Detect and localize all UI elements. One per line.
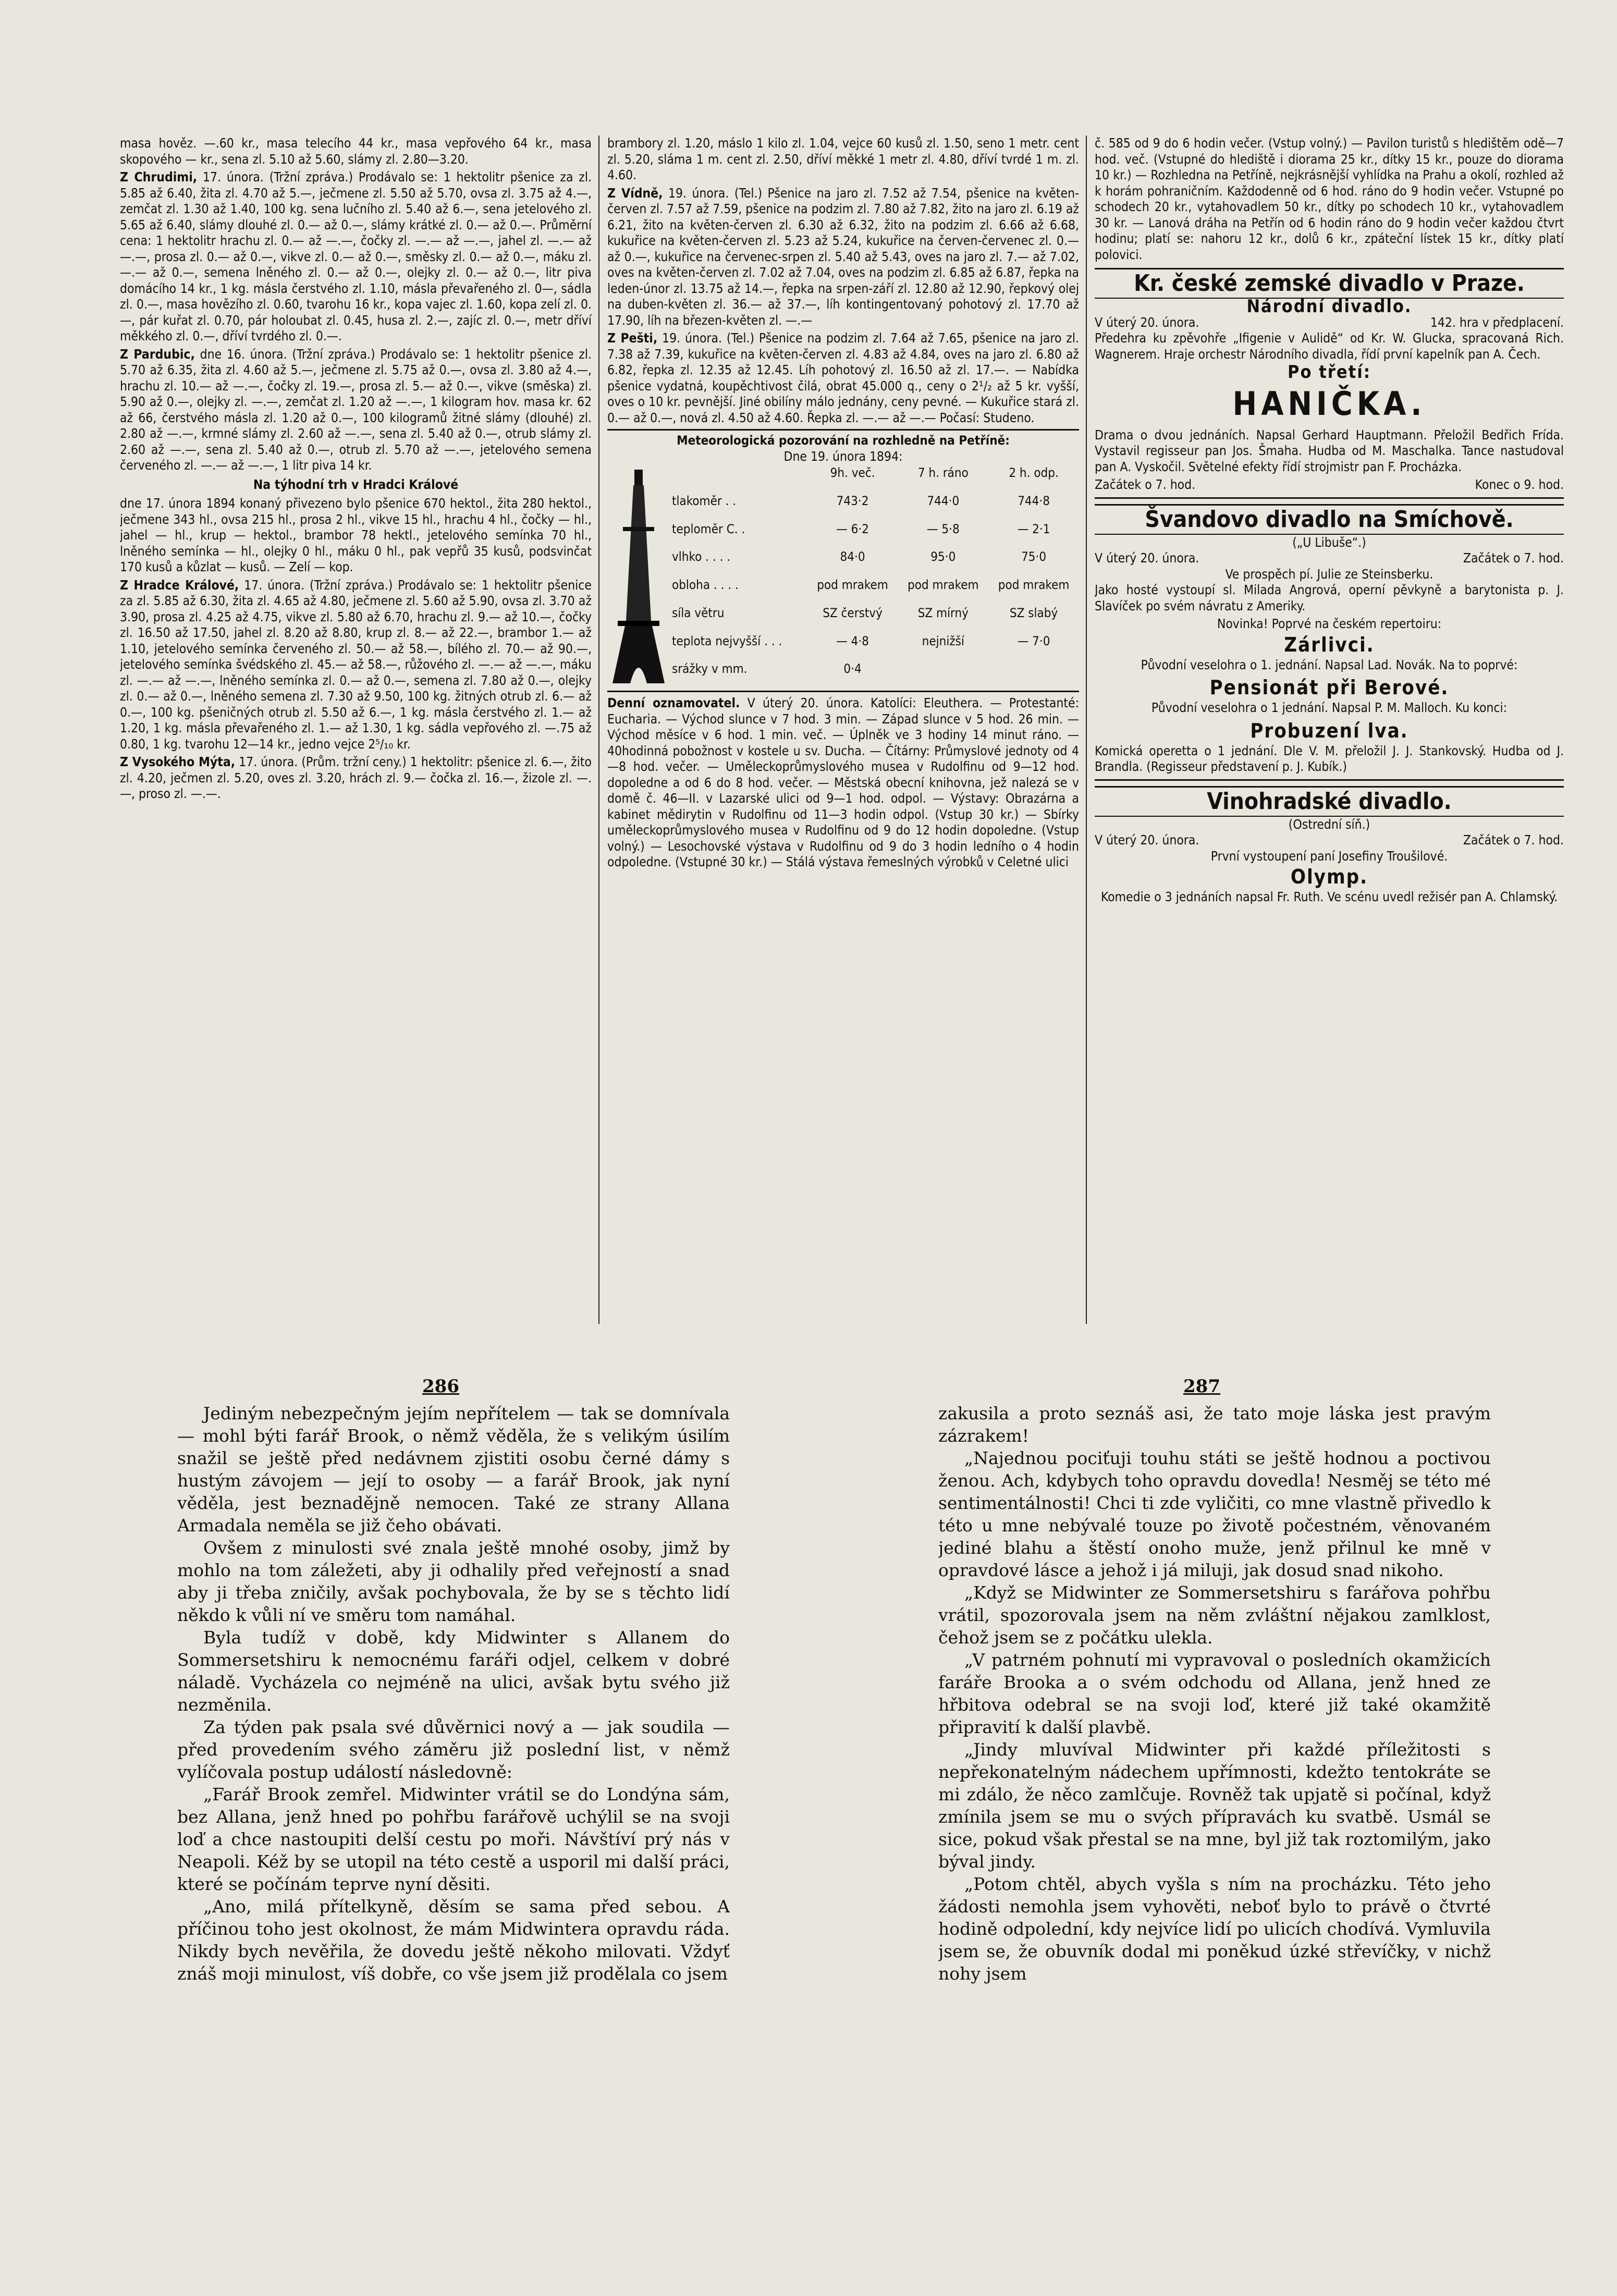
weather-row: srážky v mm. 0·4 bbox=[672, 661, 862, 677]
theatre-heading: Kr. české zemské divadlo v Praze. bbox=[1095, 268, 1564, 299]
column-1 bbox=[120, 136, 592, 1324]
market-entry: Z Pardubic, dne 16. února. (Tržní zpráva.) Prodávalo se: 1 hektolitr pšenice zl. 5.70 až 6.35, žita zl. 4.60 až 5.—, ječmene zl. 5.75 až 0.—, ovsa zl. 3.80 až 4.—, hrachu zl. 10.— až —.—, čočky zl. 19.—, prosa zl. 5.— až 0.—, vikve (směska) zl. 5.90 až 0.—, olejky zl. —.—, zemčat zl. 1.20 až —.—, 1 kilogram hov. masa kr. 62 až 66, čerstvého másla zl. 1.20 až 0.—, 100 kilogramů žitné slámy (dlouhé) zl. 2.80 až —.—, krmné slámy zl. 2.60 až —.—, sena zl. 5.40 až 0.—, otrub slámy zl. 2.60 až —.—, sena zl. 5.40 až 0.—, otrub zl. 5.70 až —.—, jetelového semena červeného zl. —.— až —.—, 1 litr piva 14 kr. bbox=[120, 346, 592, 473]
market-subheading: Na týhodní trh v Hradci Králové bbox=[253, 476, 459, 492]
weather-title: Meteorologická pozorování na rozhledně na Petříně: bbox=[677, 433, 1010, 448]
weather-report bbox=[607, 429, 1079, 692]
column-divider bbox=[1086, 136, 1087, 1324]
market-entry: brambory zl. 1.20, máslo 1 kilo zl. 1.04, vejce 60 kusů zl. 1.50, seno 1 metr. cent zl. 5.20, sláma 1 m. cent zl. 2.50, dříví měkké 1 metr zl. 4.80, dříví tvrdé 1 m. zl. 4.60. bbox=[607, 136, 1079, 182]
market-entry: masa hověz. —.60 kr., masa telecího 44 kr., masa vepřového 64 kr., masa skopového — kr., sena zl. 5.10 až 5.60, slámy zl. 2.80—3.20. bbox=[120, 136, 592, 167]
theatre-play-title: Probuzení lva. bbox=[1250, 719, 1408, 742]
theatre-benefit: Ve prospěch pí. Julie ze Steinsberku. bbox=[1225, 566, 1434, 582]
theatre-prelude: Předehra ku zpěvohře „Ifigenie v Aulidě“ od Kr. W. Glucka, spracovaná Rich. Wagnerem. Hraje orchestr Národního divadla, řídí první kapelník pan A. Čech. bbox=[1095, 330, 1564, 362]
theatre-debut: První vystoupení paní Josefiny Troušilové. bbox=[1210, 848, 1448, 864]
weather-row: tlakoměr . . 743·2 744·0 744·8 bbox=[672, 493, 1050, 508]
market-entry: dne 17. února 1894 konaný přivezeno bylo pšenice 670 hektol., žita 280 hektol., ječmene 343 hl., ovsa 215 hl., prosa 2 hl., vikve 15 hl., hrachu 4 hl., čočky — hl., jahel — hl., krup — hektol., brambor 78 hektl., jetelového semínka 70 hl., lněného semínka — hl., olejky 0 hl., máku 0 hl., pak vepřů 35 kusů, podsvinčat 170 kusů a kůzlat — kusů. — Zelí — kop. bbox=[120, 496, 592, 574]
novel-page-right bbox=[938, 1402, 1491, 2215]
page-number-right: 287 bbox=[1183, 1376, 1220, 1397]
theatre-subheading: Národní divadlo. bbox=[1246, 296, 1412, 317]
column-2 bbox=[607, 136, 1079, 1324]
weather-col-header: 7 h. ráno bbox=[917, 465, 969, 480]
theatre-guests: Jako hosté vystoupí sl. Milada Angrová, operní pěvkyně a barytonista p. J. Slavíček po svém návratu z Ameriky. bbox=[1095, 582, 1564, 613]
novel-paragraph: „Jindy mluvíval Midwinter při každé příležitosti s nepřekonatelným nádechem upřímnosti, kdežto tentokráte se mi zdálo, že něco zamlčuje. Rovněž tak upjatě si počínal, když zmínila jsem se mu o svých přípravách ku svatbě. Usmál se sice, pokud však přestal se na mne, byl již tak roztomilým, jako býval jindy. bbox=[938, 1739, 1491, 1872]
novel-paragraph: „Ano, milá přítelkyně, děsím se sama před sebou. A příčinou toho jest okolnost, že mám Midwintera opravdu ráda. Nikdy bych nevěřila, že dovedu ještě někoho milovati. Vždyť znáš moji minulost, víš dobře, co vše jsem již prodělala co jsem bbox=[177, 1896, 730, 1984]
novel-paragraph: „Farář Brook zemřel. Midwinter vrátil se do Londýna sám, bez Allana, jenž hned po pohřbu farářově uchýlil se na svoji loď a chce nastoupiti delší cestu po moři. Návštíví prý nás v Neapoli. Kéž by se utopil na této cestě a usporil mi další práci, které se počínám teprve nyní děsiti. bbox=[177, 1784, 730, 1894]
petrin-tower-illustration bbox=[607, 464, 670, 689]
theatre-play-title: HANIČKA. bbox=[1232, 384, 1426, 423]
theatre-play-desc: Původní veselohra o 1 jednání. Napsal P. M. Malloch. Ku konci: bbox=[1151, 700, 1508, 715]
theatre-then: Po třetí: bbox=[1288, 362, 1371, 383]
weather-date: Dne 19. února 1894: bbox=[783, 448, 903, 464]
market-entry: Z Vídně, 19. února. (Tel.) Pšenice na jaro zl. 7.52 až 7.54, pšenice na květen-červen zl. 7.57 až 7.59, pšenice na podzim zl. 7.80 až 7.82, žito na jaro zl. 6.19 až 6.21, žito na květen-červen zl. 6.30 až 6.32, žito na podzim zl. 6.66 až 6.68, kukuřice na květen-červen zl. 5.23 až 5.24, kukuřice na červen-červenec zl. 0.— až 0.—, kukuřice na červenec-srpen zl. 5.40 až 5.43, oves na jaro zl. 7.— až 7.02, oves na květen-červen zl. 7.02 až 7.04, oves na podzim zl. 6.85 až 6.87, řepka na leden-únor zl. 13.75 až 14.—, řepka na srpen-září zl. 12.80 až 12.90, řepkový olej na duben-květen zl. 36.— až 37.—, líh kontingentovaný pohotový zl. 17.70 až 17.90, líh na březen-květen zl. —.— bbox=[607, 185, 1079, 328]
weather-row: obloha . . . . pod mrakem pod mrakem pod mrakem bbox=[672, 578, 1070, 592]
theatre-heading: Švandovo divadlo na Smíchově. bbox=[1095, 504, 1564, 535]
theatre-play-title: Zárlivci. bbox=[1284, 633, 1375, 656]
novel-paragraph: „Když se Midwinter ze Sommersetshiru s farářova pohřbu vrátil, spozorovala jsem na něm zvláštní nějakou zamlklost, čehož jsem se z počátku ulekla. bbox=[938, 1582, 1491, 1648]
market-entry: Z Pešti, 19. února. (Tel.) Pšenice na podzim zl. 7.64 až 7.65, pšenice na jaro zl. 7.38 až 7.39, kukuřice na květen-červen zl. 4.83 až 4.84, oves na jaro zl. 6.80 až 6.82, řepka zl. 12.35 až 12.45. Líh pohotový zl. 16.50 až zl. 17.—. — Nabídka pšenice vydatná, koupěchtivost čilá, obrat 45.000 q., ceny o 2¹/₂ až 5 kr. vyšší, oves o 10 kr. pevnější. Jiné obilíny málo jednány, ceny pevné. — Kukuřice stará zl. 0.— až 0.—, nová zl. 4.50 až 4.60. Řepka zl. —.— až —.— Počasí: Studeno. bbox=[607, 330, 1079, 425]
market-entry: Z Chrudimi, 17. února. (Tržní zpráva.) Prodávalo se: 1 hektolitr pšenice za zl. 5.85 až 6.40, žita zl. 4.70 až 5.—, ječmene zl. 5.50 až 5.70, ovsa zl. 3.75 až 4.—, zemčat zl. 1.30 až 1.40, 100 kg. sena lučního zl. 5.40 až 6.—, sena jetelového zl. 5.65 až 6.40, slámy dlouhé zl. 0.— až 0.—, slámy krátké zl. 0.— až 0.—. Průměrní cena: 1 hektolitr hrachu zl. 0.— až —.—, čočky zl. —.— až —.—, jahel zl. —.— až —.—, prosa zl. 0.— až 0.—, vikve zl. 0.— až 0.—, směsky zl. 0.— až 0.—, máku zl. —.— až 0.—, semena lněného zl. 0.— až 0.—, olejky zl. 0.— až 0.—, litr piva domácího 14 kr., 1 kg. másla čerstvého zl. 1.10, másla převařeného zl. 0—, sádla zl. 0.—, masa hovězího zl. 0.60, tvarohu 16 kr., kopa vajec zl. 1.60, kopa zelí zl. 0.—, pár kuřat zl. 0.70, pár holoubat zl. 0.45, husa zl. 2.—, zajíc zl. 0.—, metr dříví měkkého zl. 0.—, dříví tvrdého zl. 0.—. bbox=[120, 169, 592, 343]
market-entry: Z Vysokého Mýta, 17. února. (Prům. tržní ceny.) 1 hektolitr: pšenice zl. 6.—, žito zl. 4.20, ječmen zl. 5.20, oves zl. 3.20, hrách zl. 9.— čočka zl. 16.—, žizole zl. —.—, proso zl. —.—. bbox=[120, 754, 592, 801]
weather-row: vlhko . . . . 84·0 95·0 75·0 bbox=[672, 549, 1047, 564]
novel-paragraph: Za týden pak psala své důvěrnici nový a — jak soudila — před provedením svého záměru již poslední list, v němž vylíčovala postup událostí následovně: bbox=[177, 1717, 730, 1782]
theatre-subheading: (Ostrední síň.) bbox=[1288, 816, 1370, 832]
theatre-play-desc: Komedie o 3 jednáních napsal Fr. Ruth. Ve scénu uvedl režisér pan A. Chlamský. bbox=[1100, 889, 1558, 904]
novel-paragraph: „Najednou pociťuji touhu státi se ještě hodnou a poctivou ženou. Ach, kdybych toho opravdu dovedla! Nesměj se této mé sentimentálnosti! Chci ti zde vyličiti, co mne vlastně přivedlo k této u mne nebývalé touze po životě počestném, věnovaném jediné blahu a štěstí onoho muže, jenž přilnul ke mně v opravdové lásce a jehož i já miluji, jak dosud snad nikoho. bbox=[938, 1448, 1491, 1580]
theatre-play-desc: Drama o dvou jednáních. Napsal Gerhard Hauptmann. Přeložil Bedřich Frída. Vystavil regisseur pan Jos. Šmaha. Hudba od M. Maschalka. Tance nastudoval pan A. Vyskočil. Světelné efekty řídí strojmistr pan F. Procházka. bbox=[1095, 427, 1564, 474]
column-divider bbox=[598, 136, 599, 1324]
novel-paragraph: „Potom chtěl, abych vyšla s ním na procházku. Této jeho žádosti nemohla jsem vyhověti, neboť bylo to právě o čtvrté hodině odpolední, kdy nejvíce lidí po ulicích chodívá. Vymluvila jsem se, že obuvník dodal mi poněkud úzké střevíčky, v nichž nohy jsem bbox=[938, 1874, 1491, 1984]
theatre-date-row: V úterý 20. února. 142. hra v předplacení. bbox=[1095, 314, 1564, 330]
weather-col-header: 9h. več. bbox=[830, 465, 875, 480]
theatre-play-title: Pensionát při Berové. bbox=[1209, 676, 1449, 699]
theatre-subheading: („U Libuše“.) bbox=[1292, 534, 1366, 550]
theatre-novelty: Novinka! Poprvé na českém repertoiru: bbox=[1217, 616, 1442, 631]
weather-row: síla větru SZ čerstvý SZ mírný SZ slabý bbox=[672, 605, 1058, 620]
weather-table bbox=[670, 464, 1079, 689]
market-reports-section bbox=[120, 136, 1564, 1324]
novel-paragraph: Byla tudíž v době, kdy Midwinter s Allanem do Sommersetshiru k nemocnému faráři odjel, celkem v dobré náladě. Vycházela co nejméně na ulici, avšak bytu svého již nezměnila. bbox=[177, 1627, 730, 1715]
newspaper-page bbox=[120, 136, 1564, 2231]
theatre-play-desc: Původní veselohra o 1. jednání. Napsal Lad. Novák. Na to poprvé: bbox=[1141, 657, 1518, 672]
theatre-play-desc: Komická operetta o 1 jednání. Dle V. M. přeložil J. J. Stankovský. Hudba od J. Brandla. (Regisseur představení p. J. Kubík.) bbox=[1095, 743, 1564, 774]
column-3 bbox=[1095, 136, 1564, 1324]
weather-row: teploměr C. . — 6·2 — 5·8 — 2·1 bbox=[672, 521, 1050, 536]
novel-paragraph: Ovšem z minulosti své znala ještě mnohé osoby, jimž by mohlo na tom záležeti, aby ji odhalily před veřejností a snad aby ji třeba zničily, avšak pochybovala, že by se s těchto lidí někdo k vůli ní ve směru tom namáhal. bbox=[177, 1538, 730, 1625]
novel-paragraph: zakusila a proto seznáš asi, že tato moje láska jest pravým zázrakem! bbox=[938, 1403, 1491, 1446]
page-number-left: 286 bbox=[422, 1376, 459, 1397]
weather-col-header: 2 h. odp. bbox=[1009, 465, 1059, 480]
notice-entry: č. 585 od 9 do 6 hodin večer. (Vstup volný.) — Pavilon turistů s hledištěm odě—7 hod. več. (Vstupné do hlediště i diorama 25 kr., dítky 15 kr., pouze do diorama 10 kr.) — Rozhledna na Petříně, nejkrásnější vyhlídka na Prahu a okolí, rozhled až k horám pohraničním. Každodenně od 6 hod. ráno do 9 hodin večer. Vstupné po schodech 20 kr., vytahovadlem 50 kr., dítky po schodech 10 kr., vytahovadlem 30 kr. — Lanová dráha na Petřín od 6 hodin ráno do 9 hodin večer každou čtvrt hodinu; platí se: nahoru 12 kr., dolů 6 kr., zpáteční lístek 15 kr., dítky platí polovici. bbox=[1095, 136, 1564, 262]
novel-paragraph: „V patrném pohnutí mi vypravoval o posledních okamžicích faráře Brooka a o svém odchodu od Allana, jenž hned ze hřbitova odebral se na svoji loď, které již také okamžitě připravití k další plavbě. bbox=[938, 1650, 1491, 1737]
theatre-date-row: V úterý 20. února. Začátek o 7. hod. bbox=[1095, 550, 1564, 566]
daily-notices: Denní oznamovatel. V úterý 20. února. Katolíci: Eleuthera. — Protestanté: Eucharia. — Východ slunce v 7 hod. 3 min. — Západ slunce v 5 hod. 26 min. — Východ měsíce v 6 hod. 1 min. več. — Úplněk ve 3 hodiny 14 minut ráno. — 40hodinná pobožnost v kostele u sv. Ducha. — Čítárny: Průmyslové jednoty od 4—8 hod. večer. — Uměleckoprůmyslového musea v Rudolfinu od 9—12 hod. dopoledne a od 6 do 8 hod. večer. — Městská obecní knihovna, jež nalezá se v domě č. 46—II. v Lazarské ulici od 9—1 hod. odpol. — Výstavy: Obrazárna a kabinet mědirytin v Rudolfinu od 11—3 hodin odpol. (Vstup 30 kr.) — Sbírky uměleckoprůmyslového musea v Rudolfinu od 9 do 12 hodin dopoledne. (Vstup volný.) — Lesochovské výstava v Rudolfinu od 9 do 3 hodin ledního o 4 hodin odpoledne. (Vstupné 30 kr.) — Stálá výstava řemeslných výrobků v Celetné ulici bbox=[607, 695, 1079, 869]
theatre-heading: Vinohradské divadlo. bbox=[1095, 786, 1564, 817]
novel-paragraph: Jediným nebezpečným jejím nepřítelem — tak se domnívala — mohl býti farář Brook, o němž věděla, že s velikým úsilím snažil se ještě před nedávnem zjistiti osobu černé dámy s hustým závojem — její to osoby — a farář Brook, jak nyní věděla, jest beznadějně nemocen. Také ze strany Allana Armadala neměla se již čeho obávati. bbox=[177, 1403, 730, 1536]
novel-page-left bbox=[177, 1402, 730, 2215]
theatre-play-title: Olymp. bbox=[1290, 865, 1368, 888]
theatre-date-row: V úterý 20. února. Začátek o 7. hod. bbox=[1095, 832, 1564, 848]
market-entry: Z Hradce Králové, 17. února. (Tržní zpráva.) Prodávalo se: 1 hektolitr pšenice za zl. 5.85 až 6.30, žita zl. 4.65 až 4.80, ječmene zl. 5.60 až 5.90, ovsa zl. 3.70 až 3.90, prosa zl. 4.25 až 4.75, vikve zl. 5.80 až 6.70, hrachu zl. 9.— až 10.—, čočky zl. 16.50 až 17.50, jahel zl. 8.20 až 8.80, krup zl. 8.— až 22.—, brambor 1.— až 1.10, jetelového semínka červeného zl. 50.— až 58.—, bílého zl. 70.— až 90.—, jetelového semínka švédského zl. 45.— až 58.—, růžového zl. —.— až —.—, máku zl. —.— až —.—, lněného semínka zl. 0.— až 0.—, semena zl. 7.80 až 0.—, olejky zl. 0.— až 0.—, lněného semena zl. 7.30 až 9.50, 100 kg. žitných otrub zl. 6.— až 0.—, 100 kg. pšeničných otrub zl. 5.50 až 6.—, 1 kg. másla čerstvého zl. 1.— až 1.20, 1 kg. másla převařeného zl. 1.— až 1.30, 1 kg. sádla vepřového zl. —.75 až 0.80, 1 kg. tvarohu 12—14 kr., jedno vejce 2⁵/₁₀ kr. bbox=[120, 577, 592, 752]
weather-header-row bbox=[670, 464, 1079, 493]
theatre-times: Začátek o 7. hod. Konec o 9. hod. bbox=[1095, 477, 1564, 492]
weather-row: teplota nejvyšší . . . — 4·8 nejnižší — 7·0 bbox=[672, 633, 1050, 648]
